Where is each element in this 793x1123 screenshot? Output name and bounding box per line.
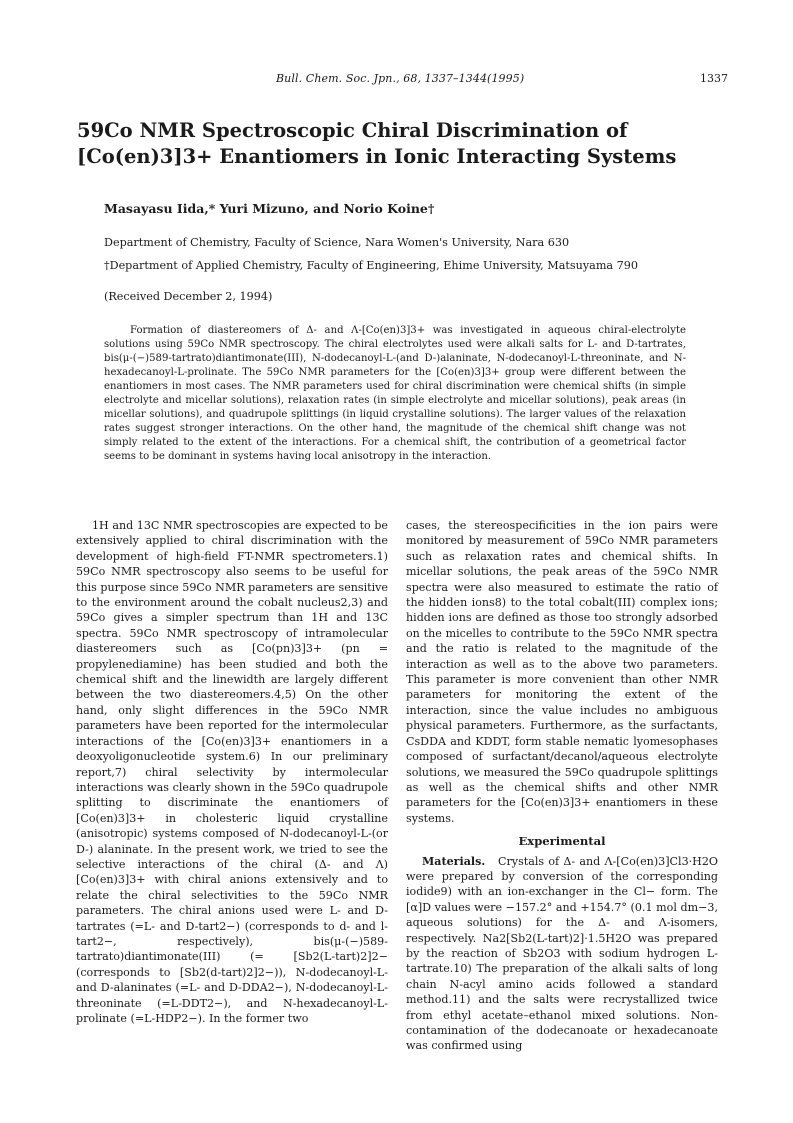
received-date: (Received December 2, 1994) bbox=[104, 290, 273, 303]
affiliation-1: Department of Chemistry, Faculty of Science, Nara Women's University, Nara 630 bbox=[104, 236, 570, 249]
left-column bbox=[76, 518, 388, 1026]
materials-text: Crystals of Δ- and Λ-[Co(en)3]Cl3·H2O were prepared by conversion of the corresponding iodide9) with an ion-exchanger in the Cl− form. The [α]D values were −157.2° and +154.7° (0.1 mol dm−3, aqueous solutions) for the Δ- and Λ-isomers, respectively. Na2[Sb2(L-tart)2]·1.5H2O was prepared by the reaction of Sb2O3 with sodium hydrogen L-tartrate.10) The preparation of the alkali salts of long chain N-acyl amino acids followed a standard method.11) and the salts were recrystallized twice from ethyl acetate–ethanol mixed solutions. Non-contamination of the dodecanoate or hexadecanoate was confirmed using bbox=[406, 854, 718, 1053]
author-list: Masayasu Iida,* Yuri Mizuno, and Norio Koine† bbox=[104, 201, 435, 216]
intro-paragraph: 1H and 13C NMR spectroscopies are expected to be extensively applied to chiral discrimination with the development of high-field FT-NMR spectrometers.1) 59Co NMR spectroscopy also seems to be useful for this purpose since 59Co NMR parameters are sensitive to the environment around the cobalt nucleus2,3) and 59Co gives a simpler spectrum than 1H and 13C spectra. 59Co NMR spectroscopy of intramolecular diastereomers such as [Co(pn)3]3+ (pn = propylenediamine) has been studied and both the chemical shift and the linewidth are largely different between the two diastereomers.4,5) On the other hand, only slight differences in the 59Co NMR parameters have been reported for the intermolecular interactions of the [Co(en)3]3+ enantiomers in a deoxyoligonucleotide system.6) In our preliminary report,7) chiral selectivity by intermolecular interactions was clearly shown in the 59Co quadrupole splitting to discriminate the enantiomers of [Co(en)3]3+ in cholesteric liquid crystalline (anisotropic) systems composed of N-dodecanoyl-L-(or D-) alaninate. In the present work, we tried to see the selective interactions of the chiral (Δ- and Λ) [Co(en)3]3+ with chiral anions extensively and to relate the chiral selectivities to the 59Co NMR parameters. The chiral anions used were L- and D-tartrates (=L- and D-tart2−) (corresponds to d- and l-tart2−, respectively), bis(μ-(−)589-tartrato)diantimonate(III) (= [Sb2(L-tart)2]2− (corresponds to [Sb2(d-tart)2]2−)), N-dodecanoyl-L- and D-alaninates (=L- and D-DDA2−), N-dodecanoyl-L-threoninate (=L-DDT2−), and N-hexadecanoyl-L-prolinate (=L-HDP2−). In the former two bbox=[76, 519, 388, 1025]
journal-reference: Bull. Chem. Soc. Jpn., 68, 1337–1344(1995) bbox=[276, 72, 525, 85]
subsection-label-materials: Materials. bbox=[422, 854, 486, 868]
title-line-2: [Co(en)3]3+ Enantiomers in Ionic Interacting Systems bbox=[77, 145, 677, 168]
affiliation-2: †Department of Applied Chemistry, Faculty of Engineering, Ehime University, Matsuyama 790 bbox=[104, 259, 639, 272]
page-number: 1337 bbox=[700, 72, 728, 85]
article-title bbox=[77, 118, 717, 170]
title-line-1: 59Co NMR Spectroscopic Chiral Discrimination of bbox=[77, 119, 628, 142]
materials-paragraph bbox=[406, 854, 718, 1054]
intro-paragraph-continued: cases, the stereospecificities in the ion pairs were monitored by measurement of 59Co NMR parameters such as relaxation rates and chemical shifts. In micellar solutions, the peak areas of the 59Co NMR spectra were also measured to estimate the ratio of the hidden ions8) to the total cobalt(III) complex ions; hidden ions are defined as those too strongly adsorbed on the micelles to contribute to the 59Co NMR spectra and the ratio is related to the magnitude of the interaction as well as to the above two parameters. This parameter is more convenient than other NMR parameters for monitoring the extent of the interaction, since the value includes no ambiguous physical parameters. Furthermore, as the surfactants, CsDDA and KDDT, form stable nematic lyomesophases composed of surfactant/decanol/aqueous electrolyte solutions, we measured the 59Co quadrupole splittings as well as the chemical shifts and other NMR parameters for the [Co(en)3]3+ enantiomers in these systems. bbox=[406, 519, 718, 825]
section-heading-experimental: Experimental bbox=[518, 834, 606, 849]
right-column bbox=[406, 518, 718, 1054]
abstract bbox=[104, 324, 686, 464]
abstract-text: Formation of diastereomers of Δ- and Λ-[Co(en)3]3+ was investigated in aqueous chiral-electrolyte solutions using 59Co NMR spectroscopy. The chiral electrolytes used were alkali salts for L- and D-tartrates, bis(μ-(−)589-tartrato)diantimonate(III), N-dodecanoyl-L-(and D-)alaninate, N-dodecanoyl-L-threoninate, and N-hexadecanoyl-L-prolinate. The 59Co NMR parameters for the [Co(en)3]3+ group were different between the enantiomers in most cases. The NMR parameters used for chiral discrimination were chemical shifts (in simple electrolyte and micellar solutions), relaxation rates (in simple electrolyte and micellar solutions), peak areas (in micellar solutions), and quadrupole splittings (in liquid crystalline solutions). The larger values of the relaxation rates suggest stronger interactions. On the other hand, the magnitude of the chemical shift change was not simply related to the extent of the interactions. For a chemical shift, the contribution of a geometrical factor seems to be dominant in systems having local anisotropy in the interaction. bbox=[104, 325, 686, 462]
